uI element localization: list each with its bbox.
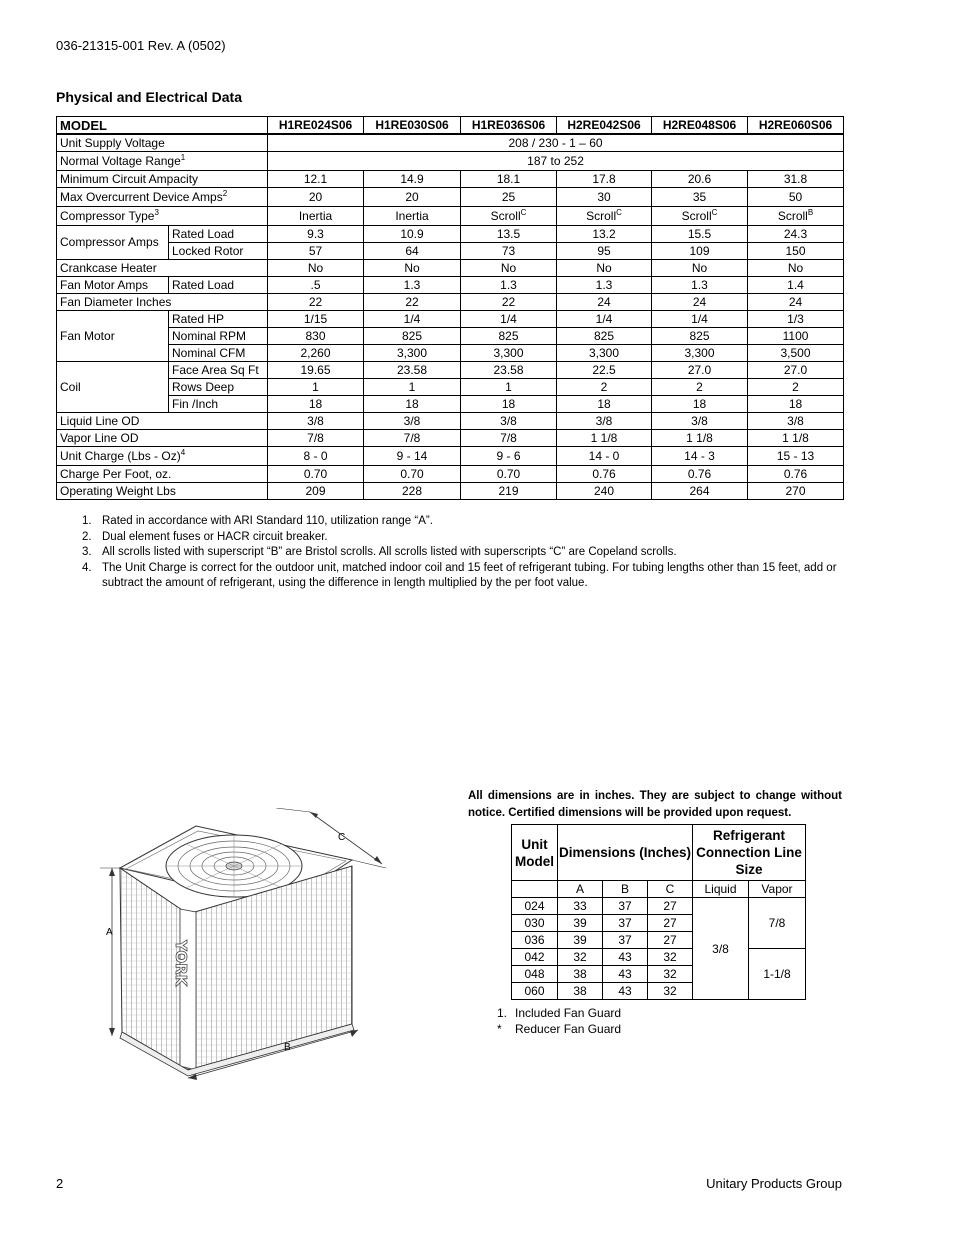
row-sublabel: Rated Load bbox=[169, 277, 268, 294]
table-cell: 0.76 bbox=[652, 466, 748, 483]
dims-subheader-row bbox=[512, 881, 806, 898]
row-value: 187 to 252 bbox=[268, 152, 844, 171]
row-label: Max Overcurrent Device Amps$^2$ bbox=[57, 188, 268, 207]
table-cell: 2 bbox=[748, 379, 844, 396]
table-cell: 8 - 0 bbox=[268, 447, 364, 466]
table-cell: 19.65 bbox=[268, 362, 364, 379]
footnote: 1. Rated in accordance with ARI Standard 110, utilization range “A”. bbox=[82, 515, 433, 527]
table-cell: No bbox=[652, 260, 748, 277]
table-cell: 39 bbox=[558, 915, 603, 932]
table-cell: 1/3 bbox=[748, 311, 844, 328]
footnote: * Reducer Fan Guard bbox=[497, 1022, 622, 1036]
row-sublabel: Rated HP bbox=[169, 311, 268, 328]
dimensions-note: All dimensions are in inches. They are subject to change without notice. Certified dimensions will be provided upon request. bbox=[468, 790, 842, 819]
table-cell: 24 bbox=[557, 294, 652, 311]
table-cell: Scroll$^B$ bbox=[748, 207, 844, 226]
table-cell: 9.3 bbox=[268, 226, 364, 243]
table-row bbox=[57, 243, 844, 260]
table-row bbox=[57, 226, 844, 243]
table-cell: 228 bbox=[364, 483, 461, 500]
table-cell: 27 bbox=[648, 915, 693, 932]
row-label: Compressor Type$^3$ bbox=[57, 207, 268, 226]
table-cell: 57 bbox=[268, 243, 364, 260]
row-sublabel: Locked Rotor bbox=[169, 243, 268, 260]
table-row bbox=[57, 379, 844, 396]
table-cell: 825 bbox=[461, 328, 557, 345]
table-cell: 3,300 bbox=[364, 345, 461, 362]
table-cell: No bbox=[748, 260, 844, 277]
table-cell: 825 bbox=[557, 328, 652, 345]
table-row bbox=[57, 328, 844, 345]
table-cell: 2,260 bbox=[268, 345, 364, 362]
table-cell: Inertia bbox=[268, 207, 364, 226]
table-cell: 33 bbox=[558, 898, 603, 915]
table-cell: 830 bbox=[268, 328, 364, 345]
table-cell: 37 bbox=[603, 898, 648, 915]
table-cell: No bbox=[364, 260, 461, 277]
table-cell: 12.1 bbox=[268, 171, 364, 188]
footnote: 1. Included Fan Guard bbox=[497, 1006, 622, 1020]
table-cell: 15 - 13 bbox=[748, 447, 844, 466]
table-row bbox=[57, 277, 844, 294]
table-cell: 0.76 bbox=[557, 466, 652, 483]
row-label: Fan Diameter Inches bbox=[57, 294, 268, 311]
row-group-label: Compressor Amps bbox=[57, 226, 169, 260]
model-header-cell: H1RE024S06 bbox=[268, 117, 364, 135]
table-cell: 3/8 bbox=[557, 413, 652, 430]
dimension-c-label: C bbox=[338, 832, 346, 843]
table-row bbox=[57, 447, 844, 466]
row-label: Unit Supply Voltage bbox=[57, 134, 268, 152]
table-cell: 1.3 bbox=[557, 277, 652, 294]
col-a-header: A bbox=[558, 881, 603, 898]
table-cell: 0.70 bbox=[268, 466, 364, 483]
table-cell: 219 bbox=[461, 483, 557, 500]
row-sublabel: Rated Load bbox=[169, 226, 268, 243]
table-cell: 1 1/8 bbox=[748, 430, 844, 447]
row-sublabel: Fin /Inch bbox=[169, 396, 268, 413]
table-cell: 10.9 bbox=[364, 226, 461, 243]
table-cell: 270 bbox=[748, 483, 844, 500]
dimension-b-label: B bbox=[284, 1042, 291, 1053]
table-cell: 18 bbox=[268, 396, 364, 413]
table-cell: 38 bbox=[558, 983, 603, 1000]
vapor-size-cell: 7/8 bbox=[749, 898, 806, 949]
table-cell: 50 bbox=[748, 188, 844, 207]
col-b-header: B bbox=[603, 881, 648, 898]
dimension-footnotes bbox=[497, 1005, 621, 1037]
table-cell: 18 bbox=[461, 396, 557, 413]
table-cell: 1 bbox=[461, 379, 557, 396]
table-cell: 7/8 bbox=[461, 430, 557, 447]
table-cell: 3/8 bbox=[748, 413, 844, 430]
row-sublabel: Rows Deep bbox=[169, 379, 268, 396]
row-group-label: Coil bbox=[57, 362, 169, 413]
footnote: 2. Dual element fuses or HACR circuit breaker. bbox=[82, 530, 328, 543]
footer-company: Unitary Products Group bbox=[706, 1176, 842, 1191]
table-cell: 150 bbox=[748, 243, 844, 260]
table-cell: .5 bbox=[268, 277, 364, 294]
table-cell: 3/8 bbox=[268, 413, 364, 430]
table-cell: 13.5 bbox=[461, 226, 557, 243]
table-cell: 32 bbox=[648, 983, 693, 1000]
table-cell: 17.8 bbox=[557, 171, 652, 188]
table-cell: 32 bbox=[648, 966, 693, 983]
physical-electrical-table bbox=[56, 116, 844, 500]
table-row bbox=[57, 345, 844, 362]
table-cell: 73 bbox=[461, 243, 557, 260]
table-cell: 2 bbox=[652, 379, 748, 396]
table-cell: 1.3 bbox=[652, 277, 748, 294]
table-cell: 3/8 bbox=[652, 413, 748, 430]
table-cell: 1.3 bbox=[461, 277, 557, 294]
table-cell: 1 1/8 bbox=[557, 430, 652, 447]
table-cell: 31.8 bbox=[748, 171, 844, 188]
table-cell: 7/8 bbox=[268, 430, 364, 447]
table-cell: 22 bbox=[461, 294, 557, 311]
table-cell: 32 bbox=[648, 949, 693, 966]
table-row bbox=[57, 294, 844, 311]
table-header-row bbox=[57, 117, 844, 135]
vapor-header: Vapor bbox=[749, 881, 806, 898]
table-cell: 2 bbox=[557, 379, 652, 396]
table-cell: 3,300 bbox=[557, 345, 652, 362]
table-cell: 27 bbox=[648, 932, 693, 949]
table-cell: 1 1/8 bbox=[652, 430, 748, 447]
table-cell: 3,300 bbox=[461, 345, 557, 362]
table-cell: 32 bbox=[558, 949, 603, 966]
table-cell: 1.4 bbox=[748, 277, 844, 294]
table-cell: 38 bbox=[558, 966, 603, 983]
table-row bbox=[57, 171, 844, 188]
model-header-cell: H1RE036S06 bbox=[461, 117, 557, 135]
table-row bbox=[57, 396, 844, 413]
table-cell: 27.0 bbox=[748, 362, 844, 379]
table-cell: 825 bbox=[652, 328, 748, 345]
model-header: MODEL bbox=[57, 117, 268, 135]
table-cell: 042 bbox=[512, 949, 558, 966]
table-cell: 3,300 bbox=[652, 345, 748, 362]
model-header-cell: H2RE048S06 bbox=[652, 117, 748, 135]
table-cell: Scroll$^C$ bbox=[557, 207, 652, 226]
table-row bbox=[57, 362, 844, 379]
table-cell: 24.3 bbox=[748, 226, 844, 243]
table-cell: 22 bbox=[364, 294, 461, 311]
table-cell: 24 bbox=[652, 294, 748, 311]
refrigerant-header: Refrigerant Connection Line Size bbox=[693, 825, 806, 881]
table-cell: 35 bbox=[652, 188, 748, 207]
table-cell: 22.5 bbox=[557, 362, 652, 379]
table-row bbox=[57, 152, 844, 171]
row-label: Minimum Circuit Ampacity bbox=[57, 171, 268, 188]
table-cell: 209 bbox=[268, 483, 364, 500]
table-cell: 22 bbox=[268, 294, 364, 311]
table-cell: 264 bbox=[652, 483, 748, 500]
table-row bbox=[512, 949, 806, 966]
footnotes bbox=[82, 514, 842, 592]
table-cell: 27.0 bbox=[652, 362, 748, 379]
row-label: Normal Voltage Range$^1$ bbox=[57, 152, 268, 171]
table-row bbox=[57, 260, 844, 277]
document-number: 036-21315-001 Rev. A (0502) bbox=[56, 38, 226, 53]
table-cell: No bbox=[557, 260, 652, 277]
table-cell: 0.70 bbox=[364, 466, 461, 483]
table-cell: 3/8 bbox=[461, 413, 557, 430]
table-cell: 18 bbox=[652, 396, 748, 413]
table-cell: 37 bbox=[603, 932, 648, 949]
table-cell: 18 bbox=[748, 396, 844, 413]
table-cell: 15.5 bbox=[652, 226, 748, 243]
footnote: 4. The Unit Charge is correct for the outdoor unit, matched indoor coil and 15 feet of refrigerant tubing. For tubing lengths other than 15 feet, add or subtract the amount of refrigerant, using the difference in length multiplied by the per foot value. bbox=[82, 561, 837, 589]
table-cell: 1/15 bbox=[268, 311, 364, 328]
table-row bbox=[57, 430, 844, 447]
table-cell: 1 bbox=[364, 379, 461, 396]
table-row bbox=[57, 207, 844, 226]
dimensions-header: Dimensions (Inches) bbox=[558, 825, 693, 881]
table-cell: 14.9 bbox=[364, 171, 461, 188]
table-cell: Inertia bbox=[364, 207, 461, 226]
table-cell: 18 bbox=[557, 396, 652, 413]
table-row bbox=[57, 311, 844, 328]
table-cell: 20 bbox=[268, 188, 364, 207]
condenser-unit-drawing bbox=[96, 808, 396, 1088]
table-cell: 7/8 bbox=[364, 430, 461, 447]
row-group-label: Fan Motor bbox=[57, 311, 169, 362]
footnote: 3. All scrolls listed with superscript “B” are Bristol scrolls. All scrolls listed with superscripts “C” are Copeland scrolls. bbox=[82, 546, 677, 558]
table-cell: 1.3 bbox=[364, 277, 461, 294]
table-cell: 25 bbox=[461, 188, 557, 207]
table-cell: 27 bbox=[648, 898, 693, 915]
table-cell: 1/4 bbox=[557, 311, 652, 328]
table-row bbox=[57, 413, 844, 430]
table-cell: 95 bbox=[557, 243, 652, 260]
table-cell: 048 bbox=[512, 966, 558, 983]
brand-logo: YORK bbox=[172, 940, 190, 987]
table-cell: 9 - 14 bbox=[364, 447, 461, 466]
table-cell: 43 bbox=[603, 983, 648, 1000]
table-cell: 240 bbox=[557, 483, 652, 500]
dims-header-row bbox=[512, 825, 806, 881]
table-cell: 036 bbox=[512, 932, 558, 949]
row-label: Vapor Line OD bbox=[57, 430, 268, 447]
table-cell: 30 bbox=[557, 188, 652, 207]
table-cell: 1100 bbox=[748, 328, 844, 345]
table-cell: No bbox=[268, 260, 364, 277]
table-cell: 0.76 bbox=[748, 466, 844, 483]
table-cell: 060 bbox=[512, 983, 558, 1000]
liquid-header: Liquid bbox=[693, 881, 749, 898]
table-cell: 3,500 bbox=[748, 345, 844, 362]
table-cell: 23.58 bbox=[364, 362, 461, 379]
table-cell: 64 bbox=[364, 243, 461, 260]
model-header-cell: H1RE030S06 bbox=[364, 117, 461, 135]
table-cell: 43 bbox=[603, 966, 648, 983]
table-cell: 024 bbox=[512, 898, 558, 915]
table-cell: 1/4 bbox=[652, 311, 748, 328]
row-sublabel: Nominal RPM bbox=[169, 328, 268, 345]
dimension-a-label: A bbox=[106, 927, 113, 938]
table-row bbox=[57, 483, 844, 500]
table-cell: 0.70 bbox=[461, 466, 557, 483]
row-value: 208 / 230 - 1 – 60 bbox=[268, 134, 844, 152]
row-label: Liquid Line OD bbox=[57, 413, 268, 430]
row-sublabel: Face Area Sq Ft bbox=[169, 362, 268, 379]
table-cell: 1/4 bbox=[364, 311, 461, 328]
table-cell: 43 bbox=[603, 949, 648, 966]
table-row bbox=[57, 134, 844, 152]
table-cell: 13.2 bbox=[557, 226, 652, 243]
table-cell: 825 bbox=[364, 328, 461, 345]
row-label: Crankcase Heater bbox=[57, 260, 268, 277]
dimensions-table bbox=[511, 824, 806, 1000]
table-cell: No bbox=[461, 260, 557, 277]
table-cell: 39 bbox=[558, 932, 603, 949]
table-row bbox=[512, 898, 806, 915]
table-row bbox=[57, 466, 844, 483]
table-cell: 3/8 bbox=[364, 413, 461, 430]
table-cell: Scroll$^C$ bbox=[461, 207, 557, 226]
table-cell: 14 - 3 bbox=[652, 447, 748, 466]
table-cell: 109 bbox=[652, 243, 748, 260]
table-cell: 20 bbox=[364, 188, 461, 207]
row-label: Operating Weight Lbs bbox=[57, 483, 268, 500]
row-label: Unit Charge (Lbs - Oz)$^4$ bbox=[57, 447, 268, 466]
model-header-cell: H2RE060S06 bbox=[748, 117, 844, 135]
vapor-size-cell: 1-1/8 bbox=[749, 949, 806, 1000]
table-cell: Scroll$^C$ bbox=[652, 207, 748, 226]
table-cell: 20.6 bbox=[652, 171, 748, 188]
table-cell: 9 - 6 bbox=[461, 447, 557, 466]
page-number: 2 bbox=[56, 1176, 64, 1191]
row-label: Charge Per Foot, oz. bbox=[57, 466, 268, 483]
table-cell: 24 bbox=[748, 294, 844, 311]
row-sublabel: Nominal CFM bbox=[169, 345, 268, 362]
table-cell: 1 bbox=[268, 379, 364, 396]
col-c-header: C bbox=[648, 881, 693, 898]
table-row bbox=[57, 188, 844, 207]
table-cell: 23.58 bbox=[461, 362, 557, 379]
model-header-cell: H2RE042S06 bbox=[557, 117, 652, 135]
table-cell: 37 bbox=[603, 915, 648, 932]
unit-model-header: Unit Model bbox=[512, 825, 558, 881]
table-cell: 18 bbox=[364, 396, 461, 413]
table-cell: 030 bbox=[512, 915, 558, 932]
row-label: Fan Motor Amps bbox=[57, 277, 169, 294]
liquid-size-cell: 3/8 bbox=[693, 898, 749, 1000]
table-cell: 18.1 bbox=[461, 171, 557, 188]
section-title: Physical and Electrical Data bbox=[56, 89, 242, 105]
table-cell: 1/4 bbox=[461, 311, 557, 328]
table-cell: 14 - 0 bbox=[557, 447, 652, 466]
